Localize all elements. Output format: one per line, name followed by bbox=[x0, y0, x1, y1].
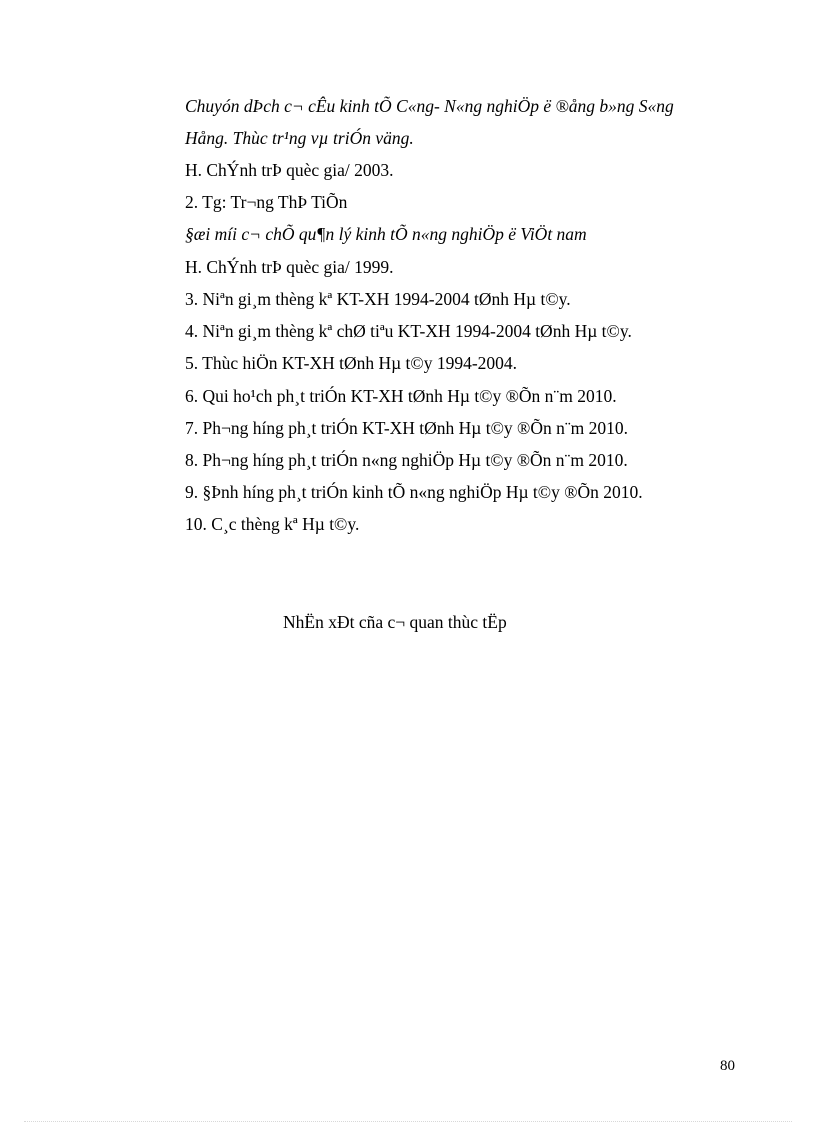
reference-line: 2. Tg: Tr¬ng ThÞ TiÕn bbox=[185, 192, 348, 212]
reference-line: 4. Niªn gi¸m thèng kª chØ tiªu KT-XH 1994-2004 tØnh Hµ t©y. bbox=[185, 321, 632, 341]
reference-line: 8. Ph¬ng híng ph¸t triÓn n«ng nghiÖp Hµ t©y ®Õn n¨m 2010. bbox=[185, 450, 628, 470]
reference-line: 7. Ph¬ng híng ph¸t triÓn KT-XH tØnh Hµ t©y ®Õn n¨m 2010. bbox=[185, 418, 629, 438]
reference-line: H. ChÝnh trÞ quèc gia/ 1999. bbox=[185, 257, 394, 277]
reference-line: 6. Qui ho¹ch ph¸t triÓn KT-XH tØnh Hµ t©y ®Õn n¨m 2010. bbox=[185, 386, 617, 406]
page-bottom-divider bbox=[24, 1121, 792, 1122]
page-number: 80 bbox=[720, 1058, 735, 1074]
reference-line: Chuyón dÞch c¬ cÊu kinh tÕ C«ng- N«ng nghiÖp ë ®ång b»ng S«ng bbox=[185, 96, 674, 116]
reference-line: 10. C¸c thèng kª Hµ t©y. bbox=[185, 514, 360, 534]
reference-line: 5. Thùc hiÖn KT-XH tØnh Hµ t©y 1994-2004. bbox=[185, 353, 518, 373]
reference-line: 9. §Þnh híng ph¸t triÓn kinh tÕ n«ng nghiÖp Hµ t©y ®Õn 2010. bbox=[185, 482, 643, 502]
reference-line: 3. Niªn gi¸m thèng kª KT-XH 1994-2004 tØnh Hµ t©y. bbox=[185, 289, 571, 309]
reference-line: H. ChÝnh trÞ quèc gia/ 2003. bbox=[185, 160, 394, 180]
section-heading: NhËn xÐt cña c¬ quan thùc tËp bbox=[283, 612, 507, 632]
reference-line: Hång. Thùc tr¹ng vµ triÓn väng. bbox=[185, 128, 414, 148]
reference-line: §æi míi c¬ chÕ qu¶n lý kinh tÕ n«ng nghiÖp ë ViÖt nam bbox=[185, 224, 587, 244]
